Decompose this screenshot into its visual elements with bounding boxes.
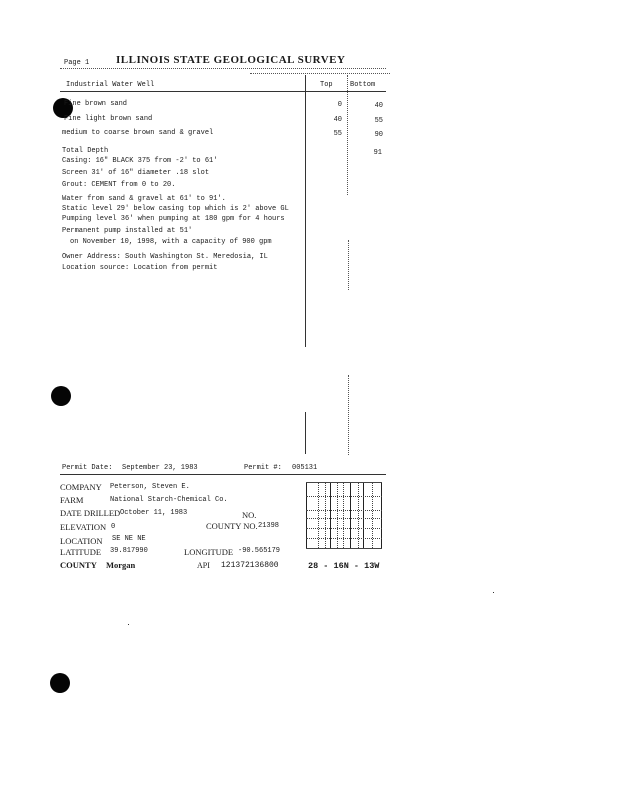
location-value: SE NE NE: [112, 535, 146, 543]
pump-info-line1: Permanent pump installed at 51': [62, 227, 193, 235]
scan-speck: [493, 592, 494, 593]
table-row: Fine light brown sand: [64, 115, 153, 123]
table-cell-top: 55: [333, 130, 342, 138]
static-level-info: Static level 29' below casing top which is 2' above GL: [62, 205, 289, 213]
column-divider-left-lower: [305, 412, 306, 454]
longitude-value: -90.565179: [238, 547, 281, 555]
permit-number-label: Permit #:: [244, 464, 282, 472]
column-divider-right: [347, 75, 348, 195]
elevation-value: 0: [111, 523, 116, 531]
page-label: Page 1: [64, 59, 90, 67]
table-cell-bottom: 90: [374, 131, 383, 139]
pumping-level-info: Pumping level 36' when pumping at 180 gpm for 4 hours: [62, 215, 285, 223]
location-source: Location source: Location from permit: [62, 264, 218, 272]
api-label: API: [197, 561, 210, 570]
latitude-label: LATITUDE: [60, 547, 102, 557]
owner-address: Owner Address: South Washington St. Meredosia, IL: [62, 253, 268, 261]
pump-info-line2: on November 10, 1998, with a capacity of 900 gpm: [70, 238, 272, 246]
company-value: Peterson, Steven E.: [110, 483, 190, 491]
screen-info: Screen 31' of 16" diameter .18 slot: [62, 169, 210, 177]
elevation-label: ELEVATION: [60, 522, 107, 532]
permit-rule: [60, 474, 386, 475]
header-rule: [60, 68, 386, 69]
county-value: Morgan: [106, 560, 136, 570]
column-divider-left: [305, 75, 306, 347]
col-header-top: Top: [320, 81, 333, 89]
section-grid: [306, 482, 382, 548]
no-label: NO.: [242, 510, 257, 520]
table-cell-top: 0: [337, 101, 342, 109]
table-cell-top: 40: [333, 116, 342, 124]
table-row: medium to coarse brown sand & gravel: [62, 129, 214, 137]
punch-hole-middle: [51, 386, 71, 406]
table-cell-bottom: 55: [374, 117, 383, 125]
scan-speck: [128, 624, 129, 625]
township-range: 28 - 16N - 13W: [308, 561, 380, 571]
table-header-rule: [60, 91, 386, 92]
total-depth-label: Total Depth: [62, 147, 109, 155]
permit-date-value: September 23, 1983: [122, 464, 198, 472]
table-row: Fine brown sand: [64, 100, 128, 108]
total-depth-value: 91: [373, 149, 382, 157]
water-info: Water from sand & gravel at 61' to 91'.: [62, 195, 226, 203]
col-header-description: Industrial Water Well: [66, 81, 155, 89]
col-header-bottom: Bottom: [350, 81, 376, 89]
header-rule-right: [250, 73, 390, 74]
permit-date-label: Permit Date:: [62, 464, 113, 472]
county-no-label: COUNTY NO.: [206, 521, 258, 531]
column-divider-right-bottom: [348, 375, 349, 455]
latitude-value: 39.817990: [110, 547, 148, 555]
table-cell-bottom: 40: [374, 102, 383, 110]
county-label: COUNTY: [60, 560, 97, 570]
casing-info: Casing: 16" BLACK 375 from -2' to 61': [62, 157, 218, 165]
page-title: ILLINOIS STATE GEOLOGICAL SURVEY: [116, 54, 346, 66]
date-drilled-value: October 11, 1983: [120, 509, 188, 517]
company-label: COMPANY: [60, 482, 102, 492]
county-no-value: 21398: [258, 522, 280, 530]
farm-value: National Starch-Chemical Co.: [110, 496, 228, 504]
api-value: 121372136800: [221, 561, 279, 570]
farm-label: FARM: [60, 495, 84, 505]
grout-info: Grout: CEMENT from 0 to 20.: [62, 181, 176, 189]
date-drilled-label: DATE DRILLED: [60, 508, 121, 518]
column-divider-right-lower: [348, 240, 349, 290]
permit-number-value: 005131: [292, 464, 318, 472]
location-label: LOCATION: [60, 536, 103, 546]
longitude-label: LONGITUDE: [184, 547, 234, 557]
punch-hole-bottom: [50, 673, 70, 693]
